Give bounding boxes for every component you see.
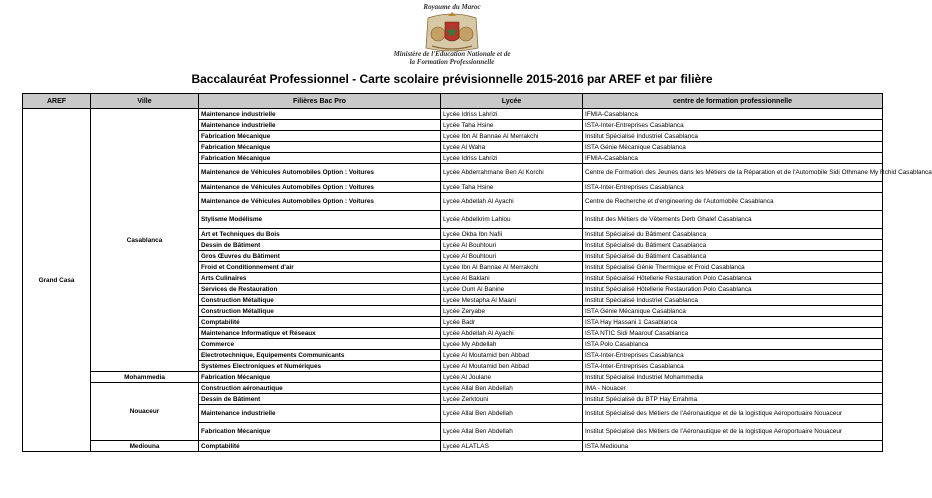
filiere-cell: Systèmes Electroniques et Numériques (199, 361, 441, 372)
column-header-aref: AREF (23, 94, 91, 109)
filiere-cell: Construction aéronautique (199, 383, 441, 394)
filiere-cell: Dessin de Bâtiment (199, 240, 441, 251)
centre-cell: Institut Spécialisé du Bâtiment Casablanca (583, 240, 883, 251)
filiere-cell: Construction Métallique (199, 295, 441, 306)
lycee-cell: Lycée ALATLAS (441, 441, 583, 452)
centre-cell: Institut Spécialisé des Métiers de l'Aéronautique et de la logistique Aéroportuaire Nouaceur (583, 405, 883, 423)
lycee-cell: Lycée Al Joulane (441, 372, 583, 383)
ville-cell-mohammedia: Mohammedia (91, 372, 199, 383)
ville-cell-mediouna: Mediouna (91, 441, 199, 452)
filiere-cell: Art et Techniques du Bois (199, 229, 441, 240)
ministry-line-2: la Formation Professionnelle (409, 58, 495, 66)
coat-of-arms-icon (418, 12, 486, 54)
centre-cell: Institut Spécialisé du Bâtiment Casablanca (583, 251, 883, 262)
centre-cell: Institut Spécialisé du BTP Hay Errahma (583, 394, 883, 405)
filiere-cell: Maintenance industrielle (199, 109, 441, 120)
lycee-cell: Lycée Al Waha (441, 142, 583, 153)
lycee-cell: Lycée Al Baklani (441, 273, 583, 284)
lycee-cell: Lycée Ibn Al Bannae Al Merrakchi (441, 131, 583, 142)
lycee-cell: Lycée Ibn Al Bannae Al Merrakchi (441, 262, 583, 273)
filiere-cell: Arts Culinaires (199, 273, 441, 284)
centre-cell: Institut Spécialisé du Bâtiment Casablanca (583, 229, 883, 240)
centre-cell: ISTA-Inter-Entreprises Casablanca (583, 361, 883, 372)
column-header-filiere: Filières Bac Pro (199, 94, 441, 109)
filiere-cell: Dessin de Bâtiment (199, 394, 441, 405)
page-title: Baccalauréat Professionnel - Carte scolaire prévisionnelle 2015-2016 par AREF et par filière (191, 72, 713, 86)
lycee-cell: Lycée Idriss Lahrizi (441, 153, 583, 164)
filiere-cell: Fabrication Mécanique (199, 372, 441, 383)
kingdom-label: Royaume du Maroc (423, 3, 481, 11)
filiere-cell: Services de Restauration (199, 284, 441, 295)
table-row (23, 441, 883, 452)
aref-cell: Grand Casa (23, 109, 91, 452)
lycee-cell: Lycée Al Bouhtouri (441, 251, 583, 262)
lycee-cell: Lycée Taha Hsine (441, 120, 583, 131)
lycee-cell: Lycée Abdellah Al Ayachi (441, 193, 583, 211)
column-header-centre: centre de formation professionnelle (583, 94, 883, 109)
centre-cell: ISTA-Inter-Entreprises Casablanca (583, 182, 883, 193)
centre-cell: IFMIA-Casablanca (583, 153, 883, 164)
lycee-cell: Lycée Al Moutamid ben Abbad (441, 361, 583, 372)
centre-cell: ISTA NTIC Sidi Maarouf Casablanca (583, 328, 883, 339)
filiere-cell: Maintenance de Véhicules Automobiles Option : Voitures (199, 164, 441, 182)
lycee-cell: Lycée My Abdellah (441, 339, 583, 350)
filiere-cell: Commerce (199, 339, 441, 350)
lycee-cell: Lycée Abdelkrim Lahlou (441, 211, 583, 229)
centre-cell: Institut Spécialisé Hôtellerie Restauration Polo Casablanca (583, 284, 883, 295)
centre-cell: Institut Spécialisé Industriel Casablanca (583, 131, 883, 142)
filiere-cell: Gros Œuvres du Bâtiment (199, 251, 441, 262)
lycee-cell: Lycée Abdellah Al Ayachi (441, 328, 583, 339)
filiere-cell: Maintenance Informatique et Réseaux (199, 328, 441, 339)
centre-cell: ISTA-Inter-Entreprises Casablanca (583, 120, 883, 131)
lycee-cell: Lycée Idriss Lahrizi (441, 109, 583, 120)
centre-cell: Institut Spécialisé Génie Thermique et Froid Casablanca (583, 262, 883, 273)
centre-cell: Institut Spécialisé Hôtellerie Restauration Polo Casablanca (583, 273, 883, 284)
ville-cell-casablanca: Casablanca (91, 109, 199, 372)
centre-cell: Centre de Recherche et d'engineering de l'Automobile Casablanca (583, 193, 883, 211)
column-header-lycee: Lycée (441, 94, 583, 109)
filiere-cell: Maintenance industrielle (199, 405, 441, 423)
lycee-cell: Lycée Allal Ben Abdellah (441, 405, 583, 423)
centre-cell: Institut des Métiers de Vêtements Derb Ghalef Casablanca (583, 211, 883, 229)
filiere-cell: Fabrication Mécanique (199, 142, 441, 153)
column-header-ville: Ville (91, 94, 199, 109)
centre-cell: Institut Spécialisé des Métiers de l'Aéronautique et de la logistique Aéroportuaire Nouaceur (583, 423, 883, 441)
table-header-row (23, 94, 883, 109)
table-row (23, 383, 883, 394)
table-row (23, 109, 883, 120)
lycee-cell: Lycée Abderrahmane Ben Al Korchi (441, 164, 583, 182)
filiere-cell: Stylisme Modélisme (199, 211, 441, 229)
table-row (23, 372, 883, 383)
centre-cell: IMA - Nouacer (583, 383, 883, 394)
centre-cell: Centre de Formation des Jeunes dans les Métiers de la Réparation et de l'Automobile Sidi Othmane My Rchid Casablanca (583, 164, 883, 182)
centre-cell: Institut Spécialisé Industriel Casablanca (583, 295, 883, 306)
ministry-label (330, 50, 574, 66)
lycee-cell: Lycée Oum Al Banine (441, 284, 583, 295)
filiere-cell: Comptabilité (199, 317, 441, 328)
filiere-cell: Maintenance de Véhicules Automobiles Option : Voitures (199, 193, 441, 211)
lycee-cell: Lycée Taha Hsine (441, 182, 583, 193)
lycee-cell: Lycée Zerktouni (441, 394, 583, 405)
centre-cell: ISTA-Inter-Entreprises Casablanca (583, 350, 883, 361)
lycee-cell: Lycée Allal Ben Abdellah (441, 383, 583, 394)
filiere-cell: Fabrication Mécanique (199, 153, 441, 164)
centre-cell: ISTA Mediouna (583, 441, 883, 452)
centre-cell: IFMIA-Casablanca (583, 109, 883, 120)
lycee-cell: Lycée Al Bouhtouri (441, 240, 583, 251)
lycee-cell: Lycée Okba Ibn Nafii (441, 229, 583, 240)
lycee-cell: Lycée Mestapha Al Maani (441, 295, 583, 306)
centre-cell: ISTA Hay Hassani 1 Casablanca (583, 317, 883, 328)
filiere-cell: Comptabilité (199, 441, 441, 452)
centre-cell: ISTA Génie Mécanique Casablanca (583, 142, 883, 153)
ville-cell-nouaceur: Nouaceur (91, 383, 199, 441)
filiere-cell: Construction Métallique (199, 306, 441, 317)
filiere-cell: Maintenance industrielle (199, 120, 441, 131)
lycee-cell: Lycée Al Moutamid ben Abbad (441, 350, 583, 361)
lycee-cell: Lycée Badr (441, 317, 583, 328)
lycee-cell: Lycée Allal Ben Abdellah (441, 423, 583, 441)
filiere-cell: Electrotechnique, Equipements Communicants (199, 350, 441, 361)
school-map-table (22, 93, 932, 452)
centre-cell: ISTA Polo Casablanca (583, 339, 883, 350)
filiere-cell: Froid et Conditionnement d'air (199, 262, 441, 273)
centre-cell: Institut Spécialisé Industriel Mohammedia (583, 372, 883, 383)
filiere-cell: Maintenance de Véhicules Automobiles Option : Voitures (199, 182, 441, 193)
lycee-cell: Lycée Zeryabe (441, 306, 583, 317)
filiere-cell: Fabrication Mécanique (199, 131, 441, 142)
filiere-cell: Fabrication Mécanique (199, 423, 441, 441)
ministry-line-1: Ministère de l'Education Nationale et de (393, 50, 511, 58)
document-header (0, 0, 904, 92)
centre-cell: ISTA Génie Mécanique Casablanca (583, 306, 883, 317)
